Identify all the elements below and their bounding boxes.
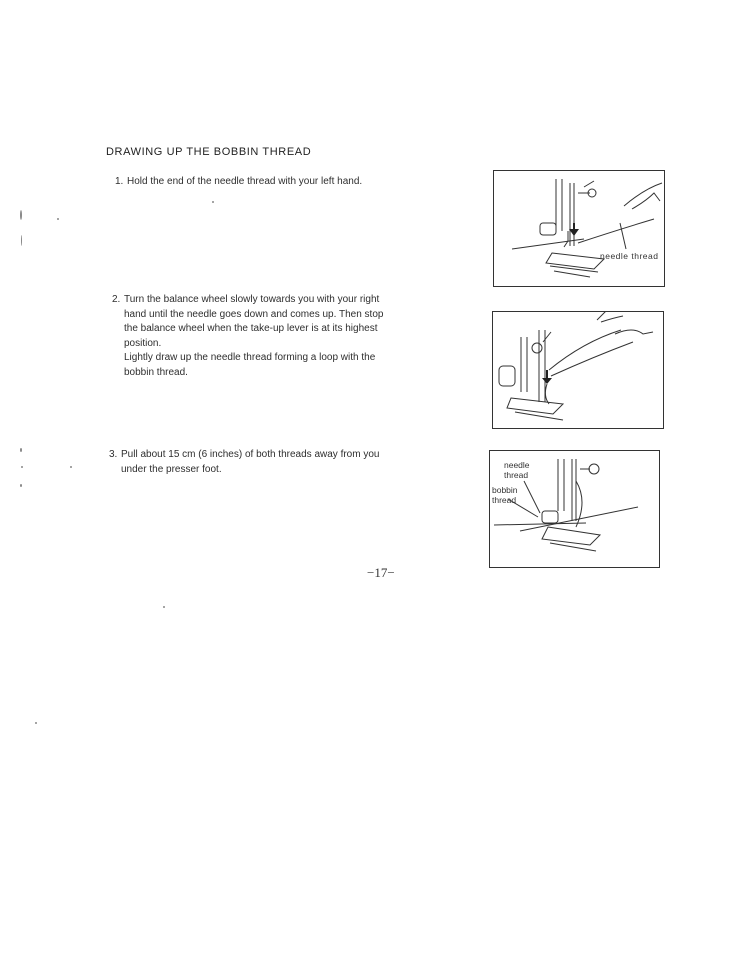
scan-speck [163,606,165,608]
needle-thread-label [504,460,530,480]
label-line: thread [492,495,517,505]
step-text-line: under the presser foot. [121,463,222,475]
scan-speck [20,210,22,220]
step-text-line: Turn the balance wheel slowly towards you with your right [124,294,380,305]
scan-speck [20,484,22,487]
step-text-line: Pull about 15 cm (6 inches) of both threads away from you [121,449,380,460]
sewing-machine-illustration [493,312,663,428]
scan-speck [57,218,59,220]
needle-thread-label: needle thread [600,251,659,261]
step-1 [115,175,447,190]
scan-speck [70,466,72,468]
step-text-line: Hold the end of the needle thread with your left hand. [127,176,363,187]
step-2 [112,293,434,380]
step-text-line: position. [124,337,162,349]
figure-pull-threads [489,450,660,568]
figure-hold-needle-thread [493,170,665,287]
step-number: 1. [115,176,124,187]
label-line: bobbin [492,485,518,495]
step-text-line: bobbin thread. [124,366,188,378]
label-line: needle [504,460,530,470]
page-number: −17− [367,565,395,580]
step-text-line: hand until the needle goes down and comes up. Then stop [124,308,384,320]
scan-speck [21,466,23,468]
step-text-line: Lightly draw up the needle thread forming a loop with the [124,352,376,363]
sewing-machine-illustration [494,171,664,286]
figure-draw-up-loop [492,311,664,429]
step-text-line: the balance wheel when the take-up lever is at its highest [124,323,378,334]
scan-speck [21,235,22,246]
bobbin-thread-label [492,485,518,505]
section-heading: DRAWING UP THE BOBBIN THREAD [106,146,312,158]
scan-speck [20,448,22,452]
step-number: 3. [109,449,118,460]
scan-speck [35,722,37,724]
scan-speck [212,201,214,203]
step-3 [109,448,433,477]
label-line: thread [504,470,529,480]
step-number: 2. [112,294,121,305]
